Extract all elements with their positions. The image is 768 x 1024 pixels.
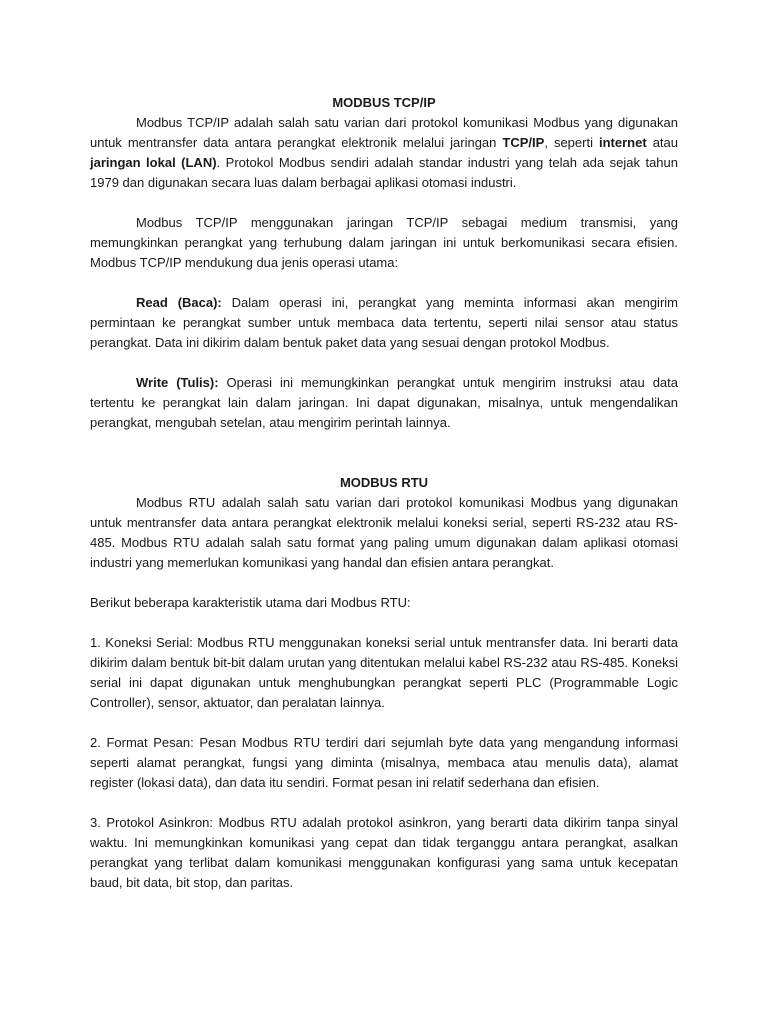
tcp-intro-bold-1: TCP/IP [502, 135, 545, 150]
tcp-read-label: Read (Baca): [136, 295, 222, 310]
tcp-write-text: Operasi ini memungkinkan perangkat untuk mengirim instruksi atau data tertentu ke perangkat lain dalam jaringan. Ini dapat digunakan, misalnya, untuk mengendalikan perangkat, mengubah setelan, atau mengirim perintah lainnya. [90, 375, 678, 430]
tcp-read-paragraph [90, 293, 678, 353]
rtu-item-3: 3. Protokol Asinkron: Modbus RTU adalah protokol asinkron, yang berarti data dikirim tanpa sinyal waktu. Ini memungkinkan komunikasi yang cepat dan tidak terganggu antara perangkat, asalkan perangkat yang terlibat dalam komunikasi menggunakan konfigurasi yang sama untuk kecepatan baud, bit data, bit stop, dan paritas. [90, 815, 678, 890]
rtu-item-1: 1. Koneksi Serial: Modbus RTU menggunakan koneksi serial untuk mentransfer data. Ini berarti data dikirim dalam bentuk bit-bit dalam urutan yang ditentukan melalui kabel RS-232 atau RS-485. Koneksi serial ini dapat digunakan untuk menghubungkan perangkat seperti PLC (Programmable Logic Controller), sensor, aktuator, dan peralatan lainnya. [90, 635, 678, 710]
tcp-read-text: Dalam operasi ini, perangkat yang meminta informasi akan mengirim permintaan ke perangkat sumber untuk membaca data tertentu, seperti nilai sensor atau status perangkat. Data ini dikirim dalam bentuk paket data yang sesuai dengan protokol Modbus. [90, 295, 678, 350]
tcp-intro-paragraph [90, 113, 678, 193]
tcp-intro-text-1: Modbus TCP/IP adalah salah satu varian dari protokol komunikasi Modbus yang digunakan untuk mentransfer data antara perangkat elektronik melalui jaringan [90, 115, 678, 150]
tcp-section-title: MODBUS TCP/IP [332, 95, 436, 110]
rtu-intro-paragraph: Modbus RTU adalah salah satu varian dari protokol komunikasi Modbus yang digunakan untuk mentransfer data antara perangkat elektronik melalui koneksi serial, seperti RS-232 atau RS-485. Modbus RTU adalah salah satu format yang paling umum digunakan dalam aplikasi otomasi industri yang memerlukan komunikasi yang handal dan efisien antara perangkat. [90, 495, 678, 570]
tcp-transport-paragraph: Modbus TCP/IP menggunakan jaringan TCP/IP sebagai medium transmisi, yang memungkinkan perangkat yang terhubung dalam jaringan ini untuk berkomunikasi secara efisien. Modbus TCP/IP mendukung dua jenis operasi utama: [90, 215, 678, 270]
rtu-lead-paragraph: Berikut beberapa karakteristik utama dari Modbus RTU: [90, 595, 411, 610]
rtu-item-2: 2. Format Pesan: Pesan Modbus RTU terdiri dari sejumlah byte data yang mengandung informasi seperti alamat perangkat, fungsi yang diminta (misalnya, membaca atau menulis data), alamat register (lokasi data), dan data itu sendiri. Format pesan ini relatif sederhana dan efisien. [90, 735, 678, 790]
tcp-intro-text-4: . Protokol Modbus sendiri adalah standar industri yang telah ada sejak tahun 1979 dan digunakan secara luas dalam berbagai aplikasi otomasi industri. [90, 155, 678, 190]
tcp-intro-text-3: atau [646, 135, 678, 150]
tcp-write-paragraph [90, 373, 678, 433]
rtu-section-title: MODBUS RTU [339, 475, 429, 490]
tcp-intro-text-2: , seperti [544, 135, 599, 150]
tcp-intro-bold-3: jaringan lokal (LAN) [90, 155, 217, 170]
tcp-write-label: Write (Tulis): [136, 375, 219, 390]
tcp-intro-bold-2: internet [599, 135, 647, 150]
